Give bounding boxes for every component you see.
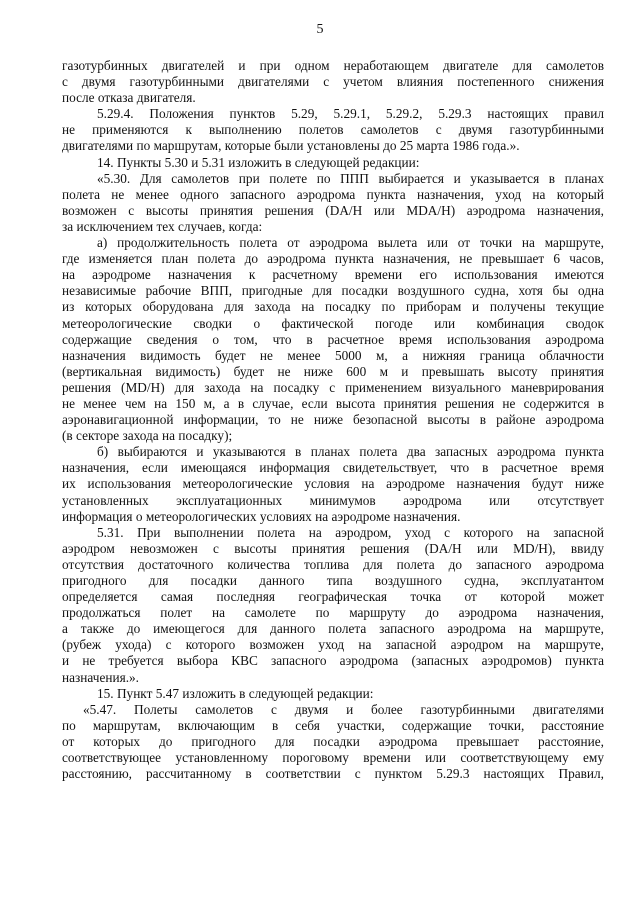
text-line: пригодного для посадки данного типа воздушного судна, эксплуатантом [62,573,604,588]
text-line: двигателями по маршрутам, которые были установлены до 25 марта 1986 года.». [62,138,520,154]
text-line: где изменяется план полета до аэродрома пункта назначения, не превышает 6 часов, [62,251,604,267]
text-line: отсутствия достаточного количества топлива для полета до запасного аэродрома [62,556,604,572]
text-line: (рубеж ухода) с которого возможен уход на запасной аэродром на маршруте, [62,637,604,653]
text-line: и не требуется выбора КВС запасного аэродрома (запасных аэродромов) пункта [62,653,604,669]
text-line: «5.30. Для самолетов при полете по ППП выбирается и указывается в планах [97,170,604,186]
text-line: содержащие сведения о том, что в расчетное время использования аэродрома [62,331,604,347]
text-line: 15. Пункт 5.47 изложить в следующей редакции: [97,685,374,701]
text-line: информация о метеорологических условиях на аэродроме назначения. [62,508,461,524]
text-line: продолжаться полет на самолете по маршруту до аэродрома назначения, [62,605,604,621]
text-line: после отказа двигателя. [62,90,196,106]
text-line: возможен с высоты принятия решения (DA/H или MDA/H) аэродрома назначения, [62,202,604,218]
text-line: а также до имеющегося для данного полета запасного аэродрома на маршруте, [62,621,604,637]
text-line: за исключением тех случаев, когда: [62,218,263,234]
text-line: назначения.». [62,669,139,685]
text-line: независимые рабочие ВПП, пригодные для посадки воздушного судна, хотя бы одна [62,283,604,299]
text-line: их использования метеорологические условия на аэродроме назначения будут ниже [62,476,604,492]
text-line: (в секторе захода на посадку); [62,428,233,444]
text-line: 5.29.4. Положения пунктов 5.29, 5.29.1, 5.29.2, 5.29.3 настоящих правил [97,106,604,122]
text-line: аэронавигационной информации, то не ниже безопасной высоты в районе аэродрома [62,412,604,428]
text-line: из которых оборудована для захода на посадку по приборам и получены текущие [62,299,604,315]
text-line: полета не менее одного запасного аэродрома пункта назначения, уход на который [62,186,604,202]
text-line: по маршрутам, включающим в себя участки, содержащие точки, расстояние [62,717,604,733]
text-line: соответствующее установленному пороговому времени или соответствующему ему [62,750,604,766]
text-line: не применяются к выполнению полетов самолетов с двумя газотурбинными [62,122,604,138]
text-line: с двумя газотурбинными двигателями с учетом влияния постепенного снижения [62,74,604,90]
text-line: определяется самая последняя географическая точка от которой может [62,589,604,605]
text-line: (вертикальная видимость) будет не ниже 600 м и превышать высоту принятия [62,363,604,379]
text-line: решения (MD/H) для захода на посадку с применением визуального маневрирования [62,379,604,395]
text-line: не менее чем на 150 м, а в случае, если высота принятия решения не содержится в [62,395,604,411]
text-line: газотурбинных двигателей и при одном неработающем двигателе для самолетов [62,58,604,73]
text-line: 5.31. При выполнении полета на аэродром, уход с которого на запасной [97,524,604,540]
text-line: а) продолжительность полета от аэродрома вылета или от точки на маршруте, [97,235,604,251]
text-line: «5.47. Полеты самолетов с двумя и более газотурбинными двигателями [83,701,604,717]
text-line: назначения видимость будет не менее 5000 м, а нижняя граница облачности [62,347,604,363]
text-line: установленных эксплуатационных минимумов аэродрома или отсутствует [62,492,604,508]
text-line: на аэродроме назначения к расчетному времени его использования имеются [62,267,604,283]
text-line: 14. Пункты 5.30 и 5.31 изложить в следующей редакции: [97,154,420,170]
text-line: аэродром невозможен с высоты принятия решения (DA/H или MD/H), ввиду [62,540,604,556]
text-line: б) выбираются и указываются в планах полета два запасных аэродрома пункта [97,444,604,460]
text-line: от которых до пригодного для посадки аэродрома превышает расстояние, [62,733,604,749]
text-line: назначения, если имеющаяся информация свидетельствует, что в расчетное время [62,460,604,476]
document-body [62,58,604,782]
text-line: расстоянию, рассчитанному в соответствии с пунктом 5.29.3 настоящих Правил, [62,766,604,782]
page-number: 5 [316,22,324,37]
text-line: метеорологические сводки о фактической погоде или комбинация сводок [62,315,604,331]
